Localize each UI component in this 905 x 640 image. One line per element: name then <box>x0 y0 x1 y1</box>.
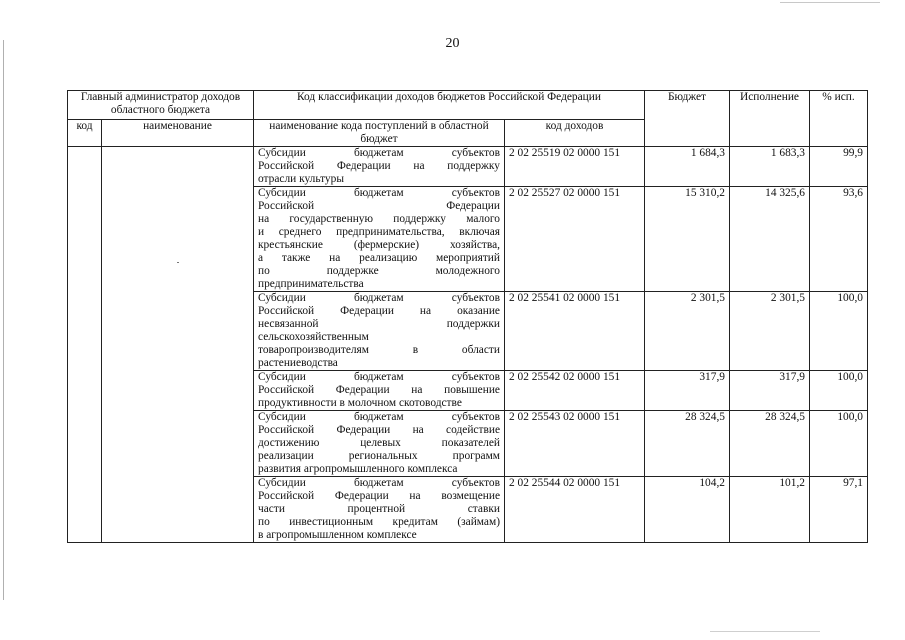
income-name-line: Субсидии бюджетам субъектов <box>258 292 500 304</box>
income-name-line: а также на реализацию мероприятий <box>258 252 500 264</box>
budget-cell: 317,9 <box>645 371 730 411</box>
income-name-line: растениеводства <box>258 357 338 369</box>
scan-speck <box>177 262 179 263</box>
execution-cell: 101,2 <box>730 477 810 543</box>
income-name-line: Российской Федерации <box>258 200 500 212</box>
header-admin-group: Главный администратор доходов областного бюджета <box>68 91 254 120</box>
income-code-cell: 2 02 25527 02 0000 151 <box>505 187 645 292</box>
income-name-line: Российской Федерации на содействие <box>258 424 500 436</box>
income-name-cell <box>254 187 505 292</box>
income-name-line: по инвестиционным кредитам (займам) <box>258 516 500 528</box>
income-name-line: отрасли культуры <box>258 173 344 185</box>
income-name-line: сельскохозяйственным <box>258 331 369 343</box>
budget-cell: 1 684,3 <box>645 147 730 187</box>
header-percent: % исп. <box>810 91 868 147</box>
budget-revenue-table <box>67 90 868 543</box>
budget-cell: 15 310,2 <box>645 187 730 292</box>
admin-name-cell <box>102 147 254 543</box>
income-name-line: части процентной ставки <box>258 503 500 515</box>
income-name-line: реализации региональных программ <box>258 450 500 462</box>
income-code-cell: 2 02 25519 02 0000 151 <box>505 147 645 187</box>
income-name-line: несвязанной поддержки <box>258 318 500 330</box>
percent-cell: 99,9 <box>810 147 868 187</box>
percent-cell: 100,0 <box>810 411 868 477</box>
income-code-cell: 2 02 25542 02 0000 151 <box>505 371 645 411</box>
income-name-line: и среднего предпринимательства, включая <box>258 226 500 238</box>
header-admin-code: код <box>68 120 102 147</box>
income-name-cell <box>254 411 505 477</box>
income-name-line: достижению целевых показателей <box>258 437 500 449</box>
scan-edge-mark <box>3 40 4 600</box>
percent-cell: 100,0 <box>810 292 868 371</box>
execution-cell: 28 324,5 <box>730 411 810 477</box>
income-name-line: Субсидии бюджетам субъектов <box>258 477 500 489</box>
income-name-line: Российской Федерации на оказание <box>258 305 500 317</box>
execution-cell: 14 325,6 <box>730 187 810 292</box>
header-execution: Исполнение <box>730 91 810 147</box>
income-name-line: в агропромышленном комплексе <box>258 529 417 541</box>
income-code-cell: 2 02 25543 02 0000 151 <box>505 411 645 477</box>
income-name-line: Российской Федерации на поддержку <box>258 160 500 172</box>
income-name-line: по поддержке молодежного <box>258 265 500 277</box>
execution-cell: 2 301,5 <box>730 292 810 371</box>
percent-cell: 97,1 <box>810 477 868 543</box>
income-name-line: предпринимательства <box>258 278 364 290</box>
header-income-code: код доходов <box>505 120 645 147</box>
income-name-line: развития агропромышленного комплекса <box>258 463 458 475</box>
income-name-line: Субсидии бюджетам субъектов <box>258 371 500 383</box>
income-name-line: на государственную поддержку малого <box>258 213 500 225</box>
scan-edge-mark <box>780 2 880 3</box>
income-code-cell: 2 02 25544 02 0000 151 <box>505 477 645 543</box>
income-name-line: Российской Федерации на повышение <box>258 384 500 396</box>
percent-cell: 100,0 <box>810 371 868 411</box>
header-budget: Бюджет <box>645 91 730 147</box>
budget-cell: 28 324,5 <box>645 411 730 477</box>
page-number: 20 <box>445 36 460 51</box>
income-name-cell <box>254 292 505 371</box>
admin-code-cell <box>68 147 102 543</box>
income-name-line: Субсидии бюджетам субъектов <box>258 187 500 199</box>
income-code-cell: 2 02 25541 02 0000 151 <box>505 292 645 371</box>
income-name-line: продуктивности в молочном скотоводстве <box>258 397 462 409</box>
income-name-line: Субсидии бюджетам субъектов <box>258 411 500 423</box>
header-classification-group: Код классификации доходов бюджетов Российской Федерации <box>254 91 645 120</box>
budget-cell: 104,2 <box>645 477 730 543</box>
header-admin-name: наименование <box>102 120 254 147</box>
scan-edge-mark <box>710 631 820 632</box>
header-income-name: наименование кода поступлений в областной бюджет <box>254 120 505 147</box>
income-name-line: Российской Федерации на возмещение <box>258 490 500 502</box>
income-name-cell <box>254 371 505 411</box>
income-name-line: крестьянские (фермерские) хозяйства, <box>258 239 500 251</box>
execution-cell: 317,9 <box>730 371 810 411</box>
budget-cell: 2 301,5 <box>645 292 730 371</box>
income-name-line: товаропроизводителям в области <box>258 344 500 356</box>
percent-cell: 93,6 <box>810 187 868 292</box>
income-name-cell <box>254 147 505 187</box>
execution-cell: 1 683,3 <box>730 147 810 187</box>
table-row <box>68 147 868 187</box>
income-name-line: Субсидии бюджетам субъектов <box>258 147 500 159</box>
income-name-cell <box>254 477 505 543</box>
